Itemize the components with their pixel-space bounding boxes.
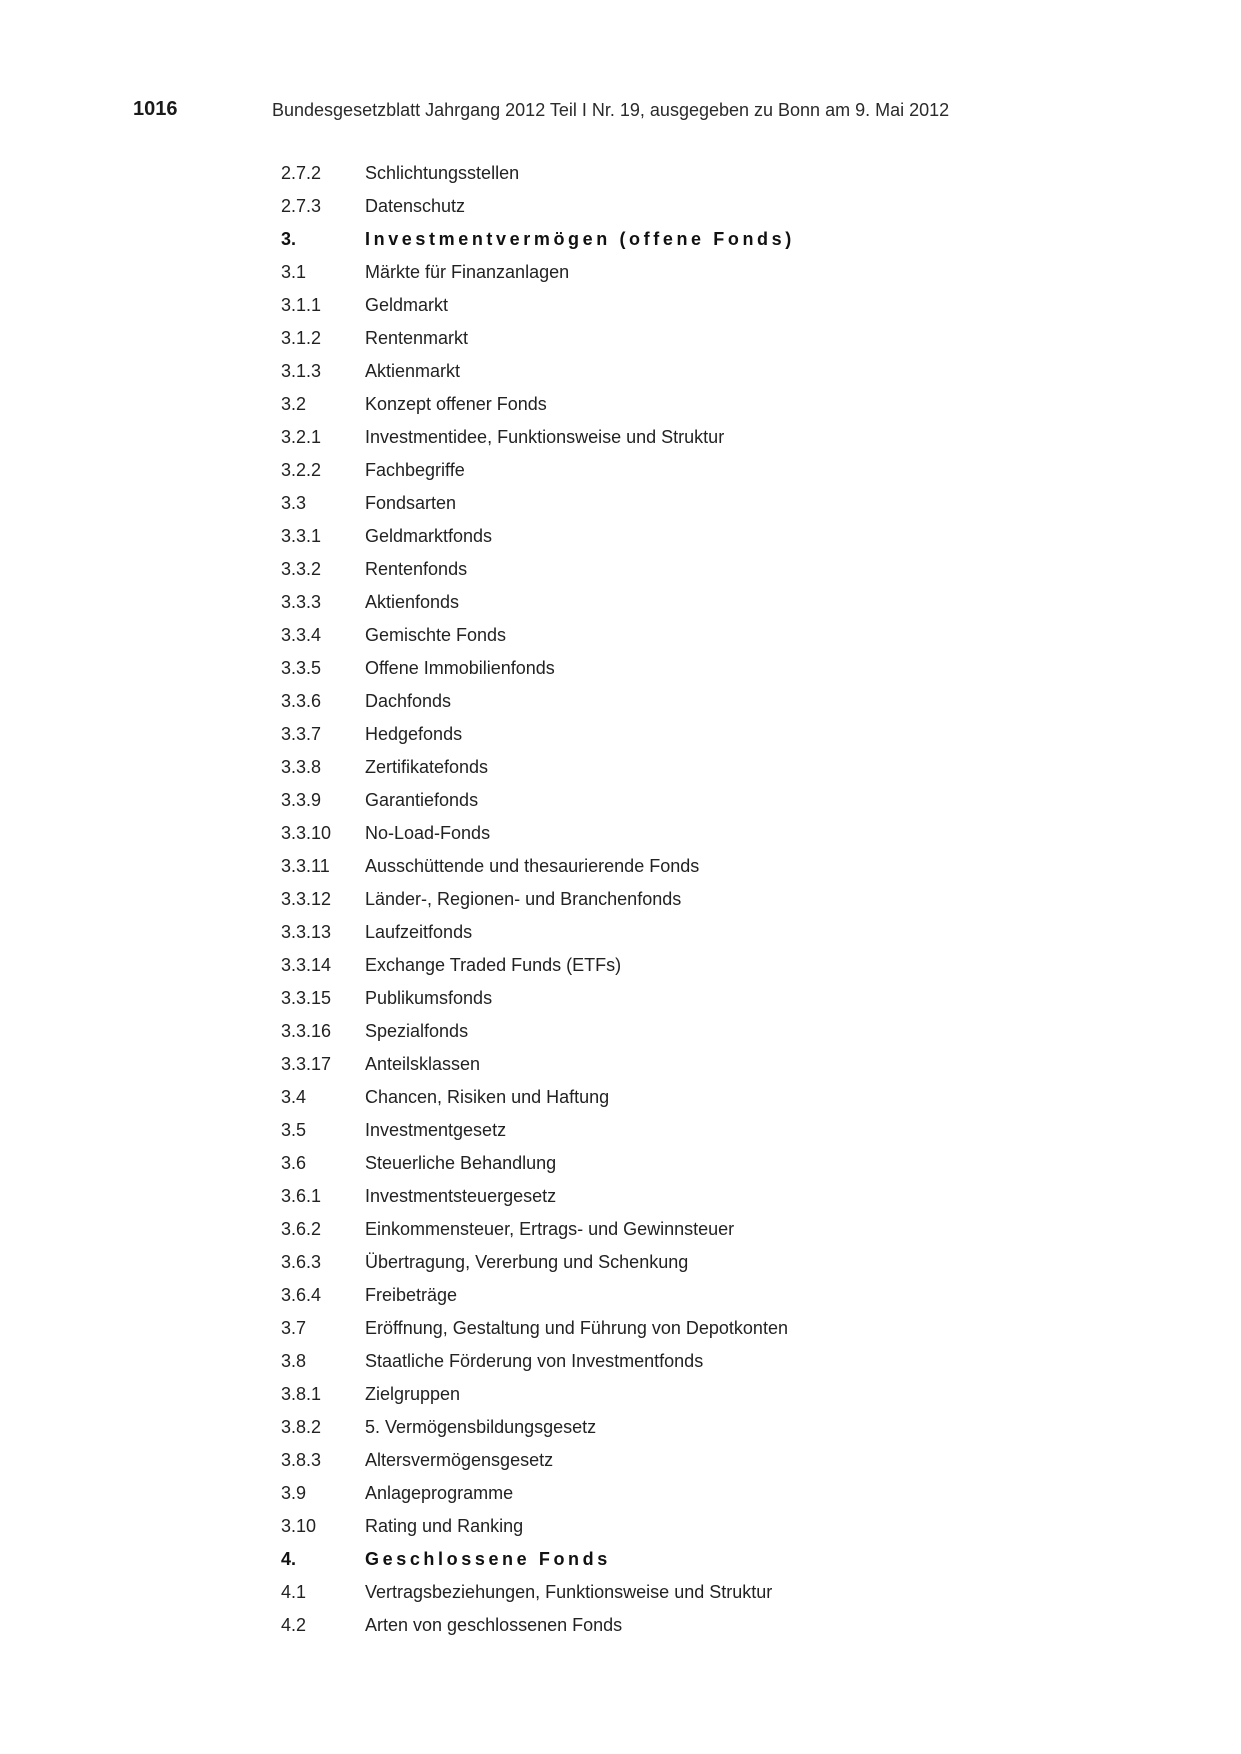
toc-entry-number: 3.3.17 — [281, 1054, 332, 1074]
toc-entry-title: Fachbegriffe — [365, 460, 465, 480]
toc-entry-number: 3.3 — [281, 493, 307, 513]
toc-entry-title: Spezialfonds — [365, 1021, 469, 1041]
toc-entry-title: Garantiefonds — [365, 790, 479, 810]
toc-entry-number: 3.8.1 — [281, 1384, 322, 1404]
toc-entry-title: Geldmarktfonds — [365, 526, 493, 546]
toc-entry-number: 3.6.2 — [281, 1219, 322, 1239]
toc-entry-number: 4. — [281, 1549, 297, 1569]
toc-entry-title: Steuerliche Behandlung — [365, 1153, 557, 1173]
toc-entry-title: Geschlossene Fonds — [365, 1549, 611, 1569]
toc-section-heading — [281, 223, 1101, 256]
toc-entry-number: 2.7.3 — [281, 196, 322, 216]
toc-entry-title: Dachfonds — [365, 691, 452, 711]
toc-entry — [281, 487, 1101, 520]
toc-entry-number: 3.4 — [281, 1087, 307, 1107]
toc-entry — [281, 520, 1101, 553]
toc-entry — [281, 1609, 1101, 1642]
page-number: 1016 — [133, 98, 178, 120]
toc-entry-number: 3.6.3 — [281, 1252, 322, 1272]
toc-entry-title: Zertifikatefonds — [365, 757, 489, 777]
toc-entry — [281, 619, 1101, 652]
toc-entry — [281, 1114, 1101, 1147]
toc-entry-number: 3.3.5 — [281, 658, 322, 678]
toc-entry-title: Offene Immobilienfonds — [365, 658, 555, 678]
toc-entry-number: 3. — [281, 229, 297, 249]
toc-entry-title: Investmentsteuergesetz — [365, 1186, 557, 1206]
toc-entry-title: Einkommensteuer, Ertrags- und Gewinnsteuer — [365, 1219, 735, 1239]
table-of-contents — [281, 157, 1101, 1642]
toc-entry — [281, 355, 1101, 388]
toc-entry-title: Laufzeitfonds — [365, 922, 473, 942]
toc-entry-number: 3.5 — [281, 1120, 307, 1140]
toc-entry-title: Länder-, Regionen- und Branchenfonds — [365, 889, 682, 909]
toc-entry — [281, 1510, 1101, 1543]
toc-entry-number: 3.3.13 — [281, 922, 332, 942]
toc-entry-number: 3.2.2 — [281, 460, 322, 480]
toc-entry-number: 3.1.3 — [281, 361, 322, 381]
toc-entry-number: 3.8.3 — [281, 1450, 322, 1470]
toc-entry — [281, 421, 1101, 454]
toc-entry-number: 3.3.2 — [281, 559, 322, 579]
toc-entry-title: Publikumsfonds — [365, 988, 493, 1008]
toc-entry — [281, 586, 1101, 619]
toc-entry-number: 3.3.1 — [281, 526, 322, 546]
toc-entry-title: Hedgefonds — [365, 724, 463, 744]
toc-entry — [281, 949, 1101, 982]
toc-entry-number: 3.3.15 — [281, 988, 332, 1008]
toc-entry — [281, 1015, 1101, 1048]
toc-entry-number: 3.9 — [281, 1483, 307, 1503]
page-header — [133, 98, 1113, 128]
toc-entry-title: Altersvermögensgesetz — [365, 1450, 554, 1470]
toc-entry-number: 4.2 — [281, 1615, 307, 1635]
toc-entry — [281, 817, 1101, 850]
toc-entry-number: 2.7.2 — [281, 163, 322, 183]
toc-entry-title: Schlichtungsstellen — [365, 163, 520, 183]
toc-entry — [281, 190, 1101, 223]
toc-entry-number: 3.3.14 — [281, 955, 332, 975]
toc-entry — [281, 1576, 1101, 1609]
toc-entry-number: 3.7 — [281, 1318, 307, 1338]
toc-entry-title: Rentenmarkt — [365, 328, 469, 348]
toc-entry — [281, 652, 1101, 685]
toc-entry-number: 3.2.1 — [281, 427, 322, 447]
toc-entry-number: 3.3.6 — [281, 691, 322, 711]
toc-entry-number: 3.10 — [281, 1516, 317, 1536]
toc-entry-title: Fondsarten — [365, 493, 457, 513]
toc-entry — [281, 1312, 1101, 1345]
toc-entry-title: Exchange Traded Funds (ETFs) — [365, 955, 622, 975]
toc-entry-number: 3.3.4 — [281, 625, 322, 645]
toc-entry-number: 3.3.7 — [281, 724, 322, 744]
toc-entry-title: Rentenfonds — [365, 559, 468, 579]
toc-entry-number: 3.3.9 — [281, 790, 322, 810]
toc-entry-number: 3.3.3 — [281, 592, 322, 612]
toc-entry-title: Freibeträge — [365, 1285, 458, 1305]
toc-entry-number: 3.2 — [281, 394, 307, 414]
toc-entry — [281, 850, 1101, 883]
toc-entry-title: Märkte für Finanzanlagen — [365, 262, 570, 282]
toc-entry-number: 3.3.8 — [281, 757, 322, 777]
toc-entry — [281, 1345, 1101, 1378]
toc-entry-title: Chancen, Risiken und Haftung — [365, 1087, 610, 1107]
toc-entry — [281, 1147, 1101, 1180]
toc-entry-number: 3.1.2 — [281, 328, 322, 348]
toc-entry-title: Geldmarkt — [365, 295, 449, 315]
toc-entry — [281, 322, 1101, 355]
toc-entry — [281, 916, 1101, 949]
toc-entry-title: Konzept offener Fonds — [365, 394, 547, 414]
toc-entry — [281, 1180, 1101, 1213]
toc-entry-number: 3.1.1 — [281, 295, 322, 315]
toc-entry — [281, 256, 1101, 289]
toc-entry — [281, 1213, 1101, 1246]
toc-entry — [281, 718, 1101, 751]
toc-entry — [281, 1246, 1101, 1279]
toc-entry-number: 3.6.1 — [281, 1186, 322, 1206]
toc-entry-number: 3.3.12 — [281, 889, 332, 909]
toc-entry-number: 3.3.11 — [281, 856, 330, 876]
toc-entry — [281, 1279, 1101, 1312]
toc-entry-title: No-Load-Fonds — [365, 823, 491, 843]
toc-entry-title: 5. Vermögensbildungsgesetz — [365, 1417, 597, 1437]
toc-entry — [281, 685, 1101, 718]
toc-entry-title: Investmentgesetz — [365, 1120, 507, 1140]
toc-entry-title: Übertragung, Vererbung und Schenkung — [365, 1252, 689, 1272]
toc-entry — [281, 1444, 1101, 1477]
toc-entry — [281, 553, 1101, 586]
toc-entry-title: Anteilsklassen — [365, 1054, 481, 1074]
toc-entry — [281, 1411, 1101, 1444]
toc-entry — [281, 751, 1101, 784]
toc-entry-title: Ausschüttende und thesaurierende Fonds — [365, 856, 700, 876]
toc-entry-number: 3.8 — [281, 1351, 307, 1371]
toc-entry — [281, 1477, 1101, 1510]
toc-entry-title: Gemischte Fonds — [365, 625, 507, 645]
toc-entry — [281, 1378, 1101, 1411]
toc-entry-title: Investmentvermögen (offene Fonds) — [365, 229, 795, 249]
toc-entry-number: 3.1 — [281, 262, 307, 282]
toc-entry-number: 3.3.16 — [281, 1021, 332, 1041]
toc-entry-title: Vertragsbeziehungen, Funktionsweise und Struktur — [365, 1582, 773, 1602]
toc-entry — [281, 982, 1101, 1015]
toc-entry — [281, 454, 1101, 487]
running-header-title: Bundesgesetzblatt Jahrgang 2012 Teil I Nr. 19, ausgegeben zu Bonn am 9. Mai 2012 — [272, 100, 950, 120]
toc-entry-number: 3.6.4 — [281, 1285, 322, 1305]
toc-entry-title: Investmentidee, Funktionsweise und Struktur — [365, 427, 725, 447]
toc-entry-title: Aktienmarkt — [365, 361, 461, 381]
toc-entry — [281, 157, 1101, 190]
toc-entry — [281, 289, 1101, 322]
toc-entry — [281, 388, 1101, 421]
toc-entry — [281, 883, 1101, 916]
toc-entry-title: Eröffnung, Gestaltung und Führung von Depotkonten — [365, 1318, 788, 1338]
toc-entry-title: Aktienfonds — [365, 592, 460, 612]
toc-entry-title: Zielgruppen — [365, 1384, 461, 1404]
toc-entry-number: 3.6 — [281, 1153, 307, 1173]
toc-entry — [281, 1048, 1101, 1081]
toc-entry-title: Arten von geschlossenen Fonds — [365, 1615, 623, 1635]
toc-entry-title: Datenschutz — [365, 196, 466, 216]
toc-entry-number: 3.8.2 — [281, 1417, 322, 1437]
toc-entry-number: 3.3.10 — [281, 823, 332, 843]
toc-entry-title: Rating und Ranking — [365, 1516, 524, 1536]
toc-entry-title: Staatliche Förderung von Investmentfonds — [365, 1351, 704, 1371]
toc-entry-number: 4.1 — [281, 1582, 307, 1602]
toc-entry — [281, 1081, 1101, 1114]
toc-entry-title: Anlageprogramme — [365, 1483, 514, 1503]
toc-entry — [281, 784, 1101, 817]
toc-section-heading — [281, 1543, 1101, 1576]
